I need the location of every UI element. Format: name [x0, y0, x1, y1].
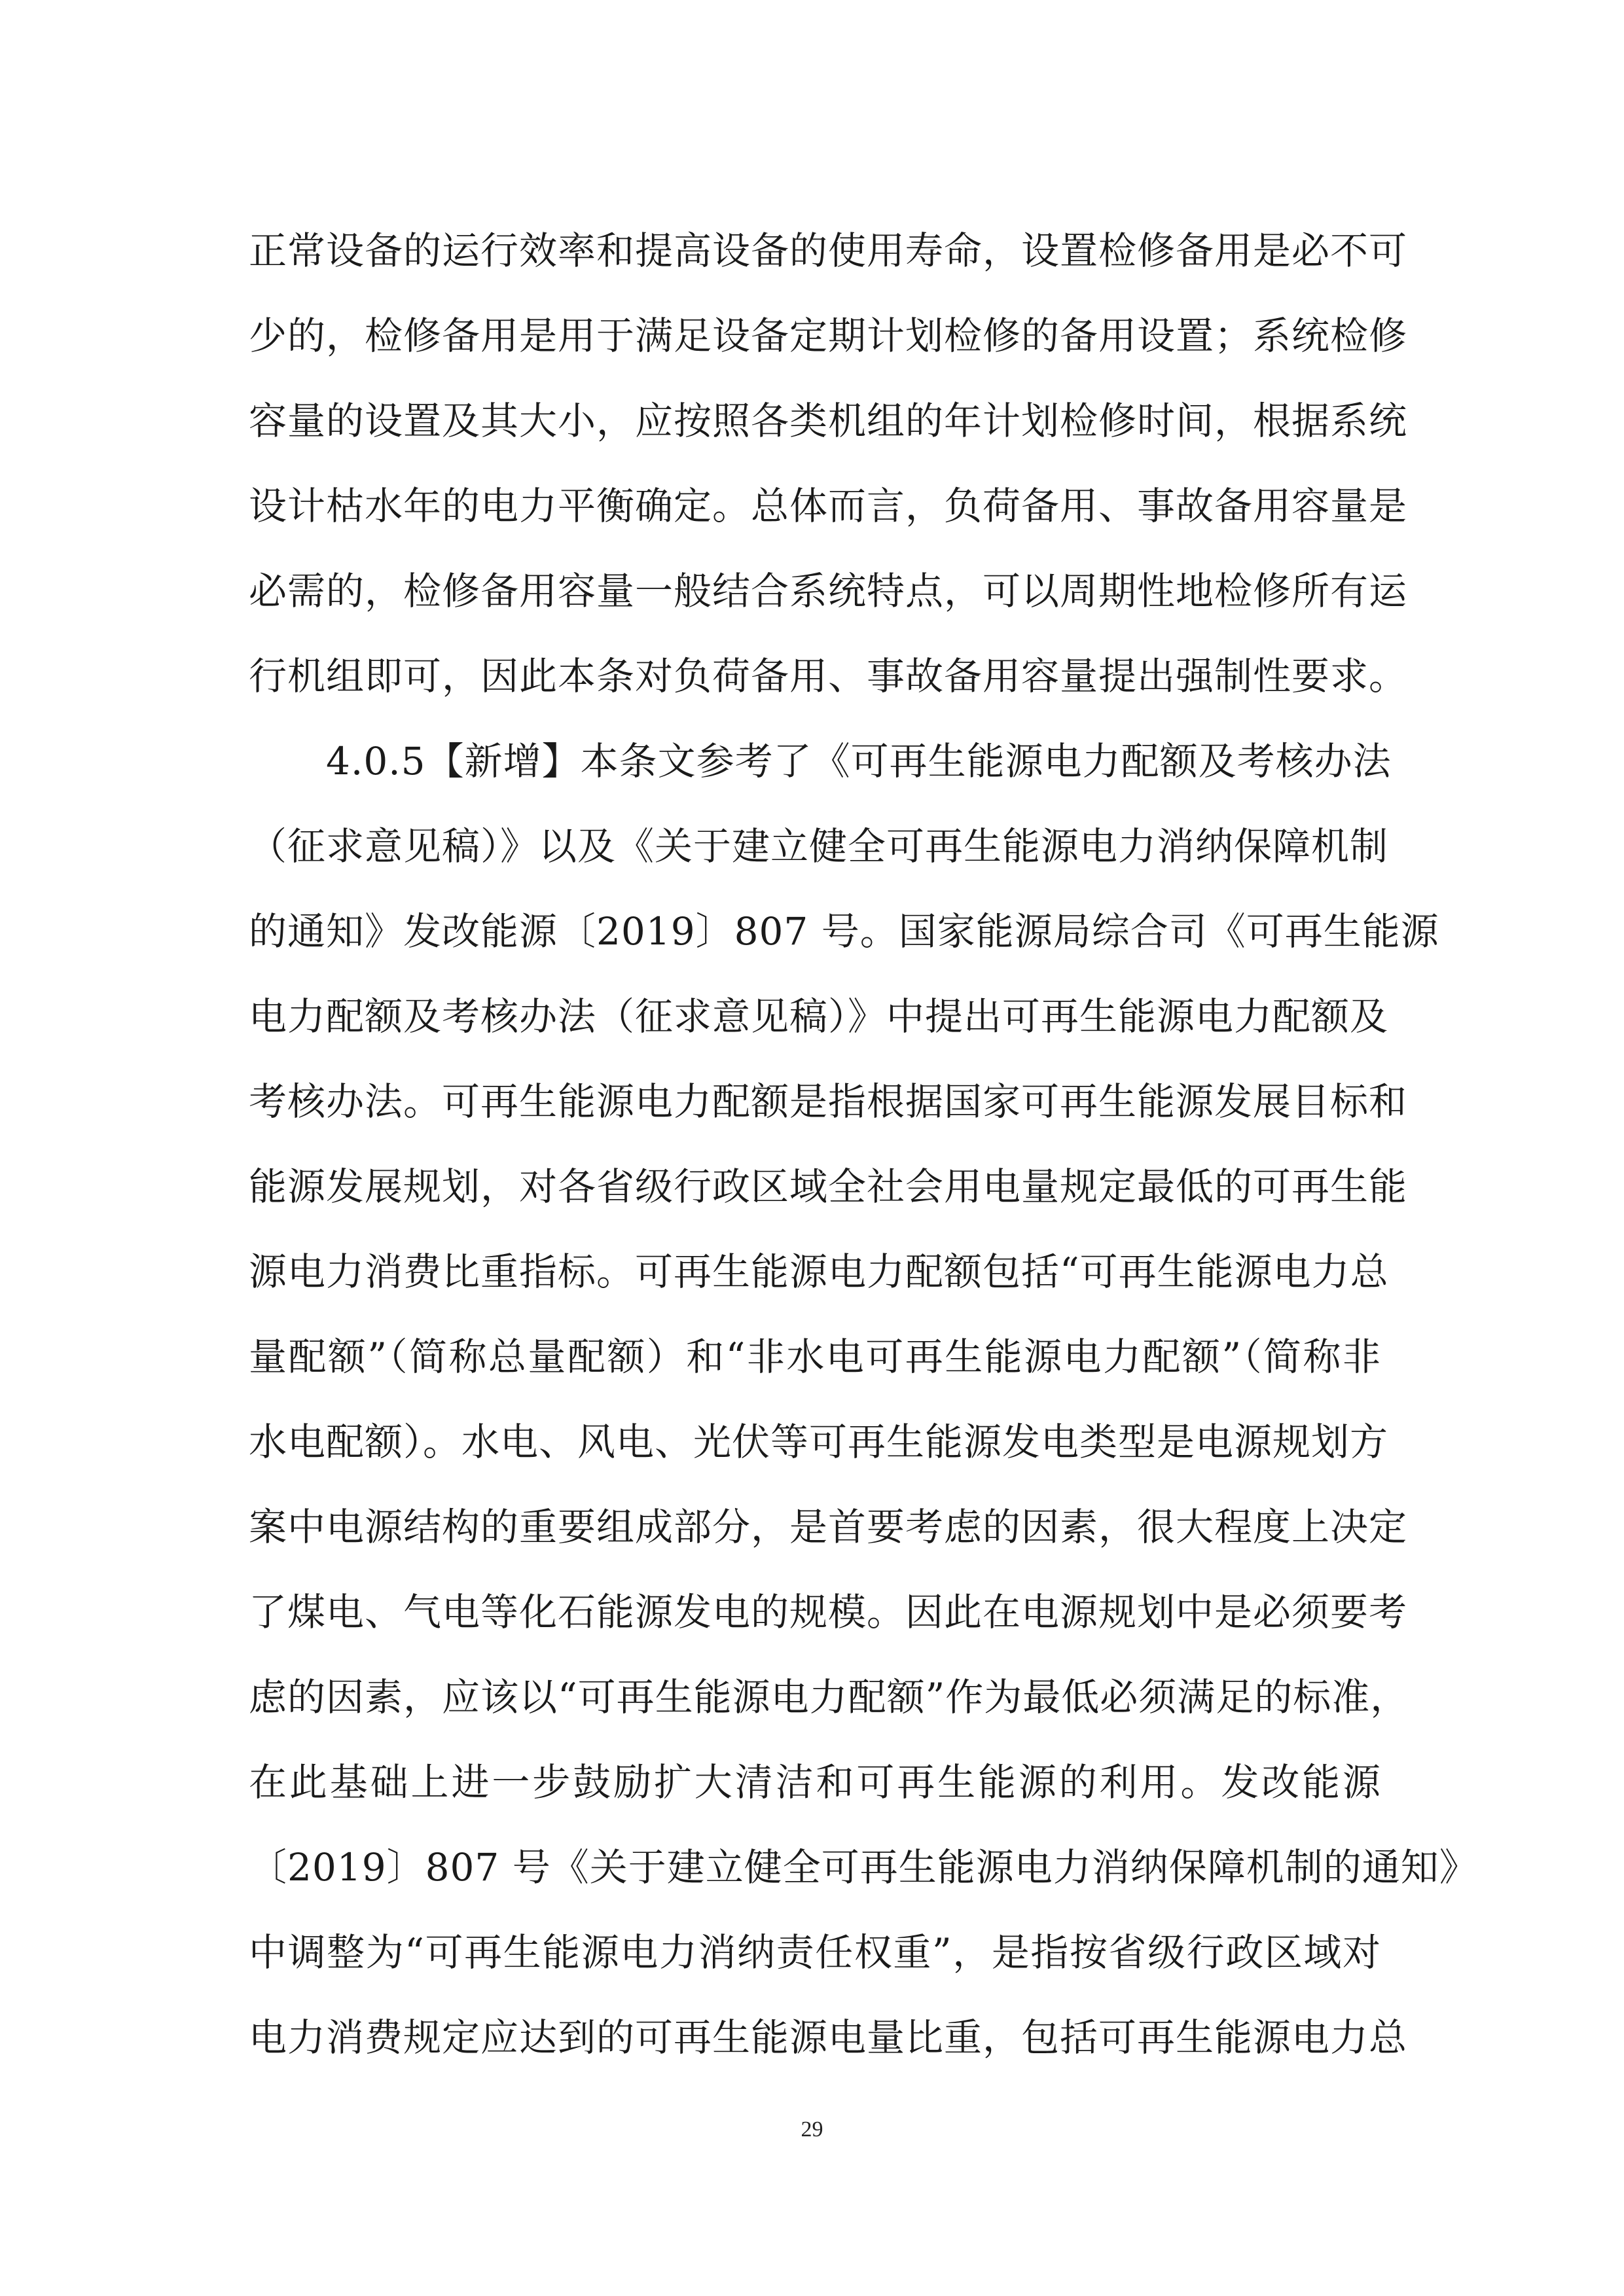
text-line: 电力配额及考核办法（征求意见稿）》中提出可再生能源电力配额及: [249, 994, 1389, 1039]
text-line: 的通知》发改能源〔2019〕807 号。国家能源局综合司《可再生能源: [249, 909, 1439, 954]
text-line: 电力消费规定应达到的可再生能源电量比重，包括可再生能源电力总: [249, 2015, 1408, 2060]
text-line: 〔2019〕807 号《关于建立健全可再生能源电力消纳保障机制的通知》: [249, 1845, 1478, 1890]
text-line: 案中电源结构的重要组成部分，是首要考虑的因素，很大程度上决定: [249, 1505, 1408, 1549]
text-line: 水电配额）。水电、风电、光伏等可再生能源发电类型是电源规划方: [249, 1420, 1389, 1464]
section-4-0-5-first-line: 4.0.5【新增】本条文参考了《可再生能源电力配额及考核办法: [326, 739, 1392, 783]
text-line: 源电力消费比重指标。可再生能源电力配额包括“可再生能源电力总: [249, 1249, 1389, 1294]
text-line: 正常设备的运行效率和提高设备的使用寿命，设置检修备用是必不可: [249, 228, 1408, 273]
text-line: 考核办法。可再生能源电力配额是指根据国家可再生能源发展目标和: [249, 1079, 1408, 1124]
text-line: 了煤电、气电等化石能源发电的规模。因此在电源规划中是必须要考: [249, 1590, 1408, 1634]
text-line: 设计枯水年的电力平衡确定。总体而言，负荷备用、事故备用容量是: [249, 484, 1408, 528]
text-line: 虑的因素，应该以“可再生能源电力配额”作为最低必须满足的标准，: [249, 1675, 1409, 1719]
text-line: 能源发展规划，对各省级行政区域全社会用电量规定最低的可再生能: [249, 1164, 1408, 1209]
text-line: 量配额”（简称总量配额）和“非水电可再生能源电力配额”（简称非: [249, 1335, 1381, 1379]
text-line: 必需的，检修备用容量一般结合系统特点，可以周期性地检修所有运: [249, 569, 1408, 613]
text-line: （征求意见稿）》以及《关于建立健全可再生能源电力消纳保障机制: [249, 824, 1389, 869]
body-text: [249, 208, 1478, 2080]
page-number: 29: [801, 2117, 823, 2142]
text-line: 在此基础上进一步鼓励扩大清洁和可再生能源的利用。发改能源: [249, 1760, 1381, 1804]
text-line: 中调整为“可再生能源电力消纳责任权重”，是指按省级行政区域对: [249, 1930, 1381, 1975]
text-line: 行机组即可，因此本条对负荷备用、事故备用容量提出强制性要求。: [249, 654, 1408, 698]
text-line: 少的，检修备用是用于满足设备定期计划检修的备用设置；系统检修: [249, 314, 1408, 358]
text-line: 容量的设置及其大小，应按照各类机组的年计划检修时间，根据系统: [249, 399, 1408, 443]
